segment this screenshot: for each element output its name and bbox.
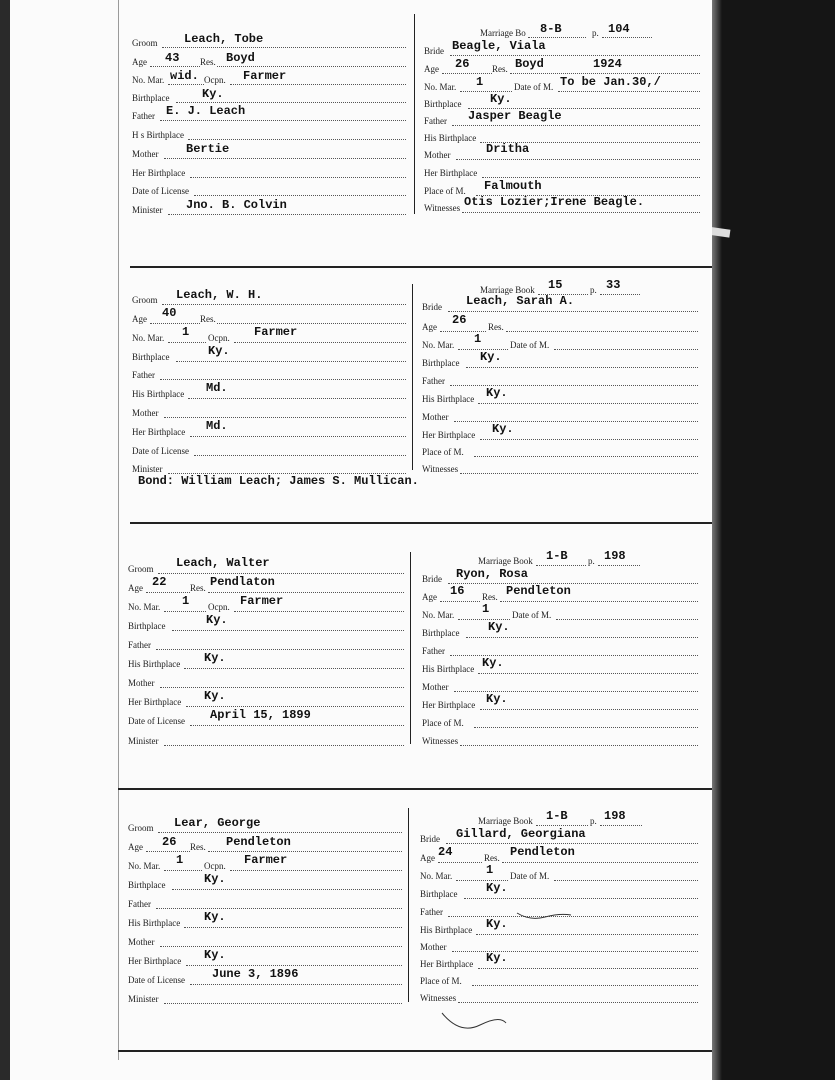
her-birthplace-label: Her Birthplace	[132, 168, 186, 178]
column-divider	[414, 14, 415, 214]
mother-label: Mother	[128, 678, 155, 688]
date-of-license-label: Date of License	[132, 186, 189, 196]
groom-his-birthplace: Md.	[206, 381, 228, 395]
father-label: Father	[422, 646, 445, 656]
groom-ocpn: Farmer	[254, 325, 298, 339]
bride-father: Jasper Beagle	[468, 109, 562, 123]
bride-no-mar: 1	[476, 75, 484, 89]
groom-name: Lear, George	[174, 816, 261, 830]
page-label: p.	[588, 556, 595, 566]
groom-date-of-license: June 3, 1896	[212, 967, 299, 981]
groom-no-mar: 1	[176, 853, 184, 867]
bride-birthplace: Ky.	[480, 350, 502, 364]
father-label: Father	[422, 376, 445, 386]
bride-age: 24	[438, 845, 453, 859]
groom-father: E. J. Leach	[166, 104, 246, 118]
groom-ocpn: Farmer	[244, 853, 288, 867]
bride-age: 16	[450, 584, 465, 598]
no-mar-label: No. Mar.	[422, 340, 455, 350]
witnesses: Otis Lozier;Irene Beagle.	[464, 195, 645, 209]
res-label: Res.	[200, 314, 216, 324]
mother-label: Mother	[420, 942, 447, 952]
res-label: Res.	[492, 64, 508, 74]
bride-mother: Dritha	[486, 142, 530, 156]
pen-mark	[440, 1005, 510, 1035]
marriage-page: 33	[606, 278, 621, 292]
ocpn-label: Ocpn.	[204, 75, 226, 85]
bride-her-birthplace: Ky.	[486, 692, 508, 706]
scan-left-edge	[0, 0, 10, 1080]
marriage-page: 104	[608, 22, 630, 36]
father-label: Father	[420, 907, 443, 917]
place-of-m-label: Place of M.	[424, 186, 466, 196]
mother-label: Mother	[132, 149, 159, 159]
groom-mother: Bertie	[186, 142, 230, 156]
minister-label: Minister	[132, 464, 163, 474]
groom-name: Leach, W. H.	[176, 288, 263, 302]
place-of-m-label: Place of M.	[420, 976, 462, 986]
ocpn-label: Ocpn.	[208, 333, 230, 343]
page-label: p.	[592, 28, 599, 38]
groom-no-mar: wid.	[170, 69, 199, 83]
mother-label: Mother	[422, 682, 449, 692]
father-label: Father	[424, 116, 447, 126]
birthplace-label: Birthplace	[132, 93, 170, 103]
no-mar-label: No. Mar.	[424, 82, 457, 92]
marriage-book-label: Marriage Book	[478, 556, 533, 566]
groom-birthplace: Ky.	[208, 344, 230, 358]
bride-label: Bride	[422, 574, 442, 584]
column-divider	[412, 284, 413, 470]
bride-birthplace: Ky.	[486, 881, 508, 895]
pen-mark	[515, 905, 575, 925]
groom-label: Groom	[128, 564, 154, 574]
no-mar-label: No. Mar.	[420, 871, 453, 881]
bride-res: Boyd	[515, 57, 544, 71]
bride-his-birthplace: Ky.	[486, 917, 508, 931]
bride-name: Leach, Sarah A.	[466, 294, 575, 308]
bride-label: Bride	[420, 834, 440, 844]
entry-separator	[118, 788, 712, 790]
date-of-license-label: Date of License	[132, 446, 189, 456]
bride-label: Bride	[424, 46, 444, 56]
groom-date-of-license: April 15, 1899	[210, 708, 311, 722]
groom-res: Boyd	[226, 51, 255, 65]
bride-res: Pendleton	[510, 845, 575, 859]
mother-label: Mother	[424, 150, 451, 160]
entry-separator	[118, 1050, 712, 1052]
groom-res: Pendleton	[226, 835, 291, 849]
column-divider	[408, 808, 409, 1002]
no-mar-label: No. Mar.	[128, 602, 161, 612]
groom-birthplace: Ky.	[204, 872, 226, 886]
groom-his-birthplace: Ky.	[204, 651, 226, 665]
his-birthplace-label: His Birthplace	[128, 918, 181, 928]
page-label: p.	[590, 285, 597, 295]
minister-label: Minister	[128, 736, 159, 746]
father-label: Father	[128, 899, 151, 909]
groom-birthplace: Ky.	[202, 87, 224, 101]
witnesses-label: Witnesses	[424, 203, 461, 213]
ocpn-label: Ocpn.	[208, 602, 230, 612]
bride-her-birthplace: Ky.	[486, 951, 508, 965]
her-birthplace-label: Her Birthplace	[128, 697, 182, 707]
bond-note: Bond: William Leach; James S. Mullican.	[138, 474, 419, 488]
groom-her-birthplace: Ky.	[204, 689, 226, 703]
entry-separator	[130, 522, 712, 524]
groom-name: Leach, Tobe	[184, 32, 264, 46]
father-label: Father	[132, 111, 155, 121]
page-label: p.	[590, 816, 597, 826]
her-birthplace-label: Her Birthplace	[424, 168, 478, 178]
ocpn-label: Ocpn.	[204, 861, 226, 871]
bride-name: Beagle, Viala	[452, 39, 546, 53]
his-birthplace-label: His Birthplace	[420, 925, 473, 935]
date-of-m-label: Date of M.	[514, 82, 554, 92]
mother-label: Mother	[132, 408, 159, 418]
scan-right-border	[712, 0, 835, 1080]
res-label: Res.	[200, 57, 216, 67]
groom-birthplace: Ky.	[206, 613, 228, 627]
bride-no-mar: 1	[482, 602, 490, 616]
groom-no-mar: 1	[182, 594, 190, 608]
bride-birthplace: Ky.	[488, 620, 510, 634]
bride-no-mar: 1	[486, 863, 494, 877]
no-mar-label: No. Mar.	[128, 861, 161, 871]
margin-line	[118, 0, 119, 1060]
his-birthplace-label: H s Birthplace	[132, 130, 184, 140]
marriage-page: 198	[604, 549, 626, 563]
bride-birthplace: Ky.	[490, 92, 512, 106]
his-birthplace-label: His Birthplace	[424, 133, 477, 143]
res-label: Res.	[484, 853, 500, 863]
groom-her-birthplace: Ky.	[204, 948, 226, 962]
mother-label: Mother	[422, 412, 449, 422]
bride-age: 26	[452, 313, 467, 327]
groom-age: 26	[162, 835, 177, 849]
groom-no-mar: 1	[182, 325, 190, 339]
his-birthplace-label: His Birthplace	[132, 389, 185, 399]
minister-label: Minister	[132, 205, 163, 215]
groom-ocpn: Farmer	[243, 69, 287, 83]
groom-age: 43	[165, 51, 180, 65]
birthplace-label: Birthplace	[128, 880, 166, 890]
age-label: Age	[128, 842, 143, 852]
groom-age: 40	[162, 306, 177, 320]
groom-ocpn: Farmer	[240, 594, 284, 608]
mother-label: Mother	[128, 937, 155, 947]
her-birthplace-label: Her Birthplace	[422, 430, 476, 440]
bride-his-birthplace: Ky.	[482, 656, 504, 670]
bride-label: Bride	[422, 302, 442, 312]
marriage-page: 198	[604, 809, 626, 823]
res-label: Res.	[190, 842, 206, 852]
her-birthplace-label: Her Birthplace	[132, 427, 186, 437]
groom-minister: Jno. B. Colvin	[186, 198, 287, 212]
marriage-book: 1-B	[546, 809, 568, 823]
witnesses-label: Witnesses	[422, 736, 459, 746]
age-label: Age	[132, 314, 147, 324]
bride-name: Ryon, Rosa	[456, 567, 529, 581]
bride-his-birthplace: Ky.	[486, 386, 508, 400]
bride-res: Pendleton	[506, 584, 571, 598]
entry-separator	[130, 266, 712, 268]
place-of-m: Falmouth	[484, 179, 542, 193]
column-divider	[410, 552, 411, 744]
marriage-book-label: Marriage Bo	[480, 28, 526, 38]
groom-age: 22	[152, 575, 167, 589]
date-of-m-label: Date of M.	[512, 610, 552, 620]
date-of-m-label: Date of M.	[510, 871, 550, 881]
groom-his-birthplace: Ky.	[204, 910, 226, 924]
age-label: Age	[422, 322, 437, 332]
bride-her-birthplace: Ky.	[492, 422, 514, 436]
bride-res-extra: 1924	[593, 57, 622, 71]
minister-label: Minister	[128, 994, 159, 1004]
his-birthplace-label: His Birthplace	[422, 664, 475, 674]
witnesses-label: Witnesses	[422, 464, 459, 474]
witnesses-label: Witnesses	[420, 993, 457, 1003]
birthplace-label: Birthplace	[420, 889, 458, 899]
date-of-m: To be Jan.30,/	[560, 75, 661, 89]
res-label: Res.	[482, 592, 498, 602]
date-of-m-label: Date of M.	[510, 340, 550, 350]
res-label: Res.	[190, 583, 206, 593]
groom-label: Groom	[128, 823, 154, 833]
groom-res: Pendlaton	[210, 575, 275, 589]
groom-name: Leach, Walter	[176, 556, 270, 570]
groom-label: Groom	[132, 295, 158, 305]
place-of-m-label: Place of M.	[422, 447, 464, 457]
age-label: Age	[420, 853, 435, 863]
birthplace-label: Birthplace	[422, 628, 460, 638]
his-birthplace-label: His Birthplace	[128, 659, 181, 669]
groom-label: Groom	[132, 38, 158, 48]
marriage-book: 8-B	[540, 22, 562, 36]
bride-age: 26	[455, 57, 470, 71]
date-of-license-label: Date of License	[128, 975, 185, 985]
marriage-book: 15	[548, 278, 563, 292]
father-label: Father	[128, 640, 151, 650]
record-sheet	[10, 0, 712, 1080]
her-birthplace-label: Her Birthplace	[128, 956, 182, 966]
marriage-book-label: Marriage Book	[480, 285, 535, 295]
no-mar-label: No. Mar.	[422, 610, 455, 620]
age-label: Age	[132, 57, 147, 67]
res-label: Res.	[488, 322, 504, 332]
groom-her-birthplace: Md.	[206, 419, 228, 433]
his-birthplace-label: His Birthplace	[422, 394, 475, 404]
bride-name: Gillard, Georgiana	[456, 827, 586, 841]
marriage-book: 1-B	[546, 549, 568, 563]
birthplace-label: Birthplace	[128, 621, 166, 631]
birthplace-label: Birthplace	[424, 99, 462, 109]
no-mar-label: No. Mar.	[132, 75, 165, 85]
date-of-license-label: Date of License	[128, 716, 185, 726]
no-mar-label: No. Mar.	[132, 333, 165, 343]
her-birthplace-label: Her Birthplace	[422, 700, 476, 710]
birthplace-label: Birthplace	[132, 352, 170, 362]
age-label: Age	[128, 583, 143, 593]
bride-no-mar: 1	[474, 332, 482, 346]
her-birthplace-label: Her Birthplace	[420, 959, 474, 969]
birthplace-label: Birthplace	[422, 358, 460, 368]
place-of-m-label: Place of M.	[422, 718, 464, 728]
father-label: Father	[132, 370, 155, 380]
age-label: Age	[424, 64, 439, 74]
age-label: Age	[422, 592, 437, 602]
marriage-book-label: Marriage Book	[478, 816, 533, 826]
